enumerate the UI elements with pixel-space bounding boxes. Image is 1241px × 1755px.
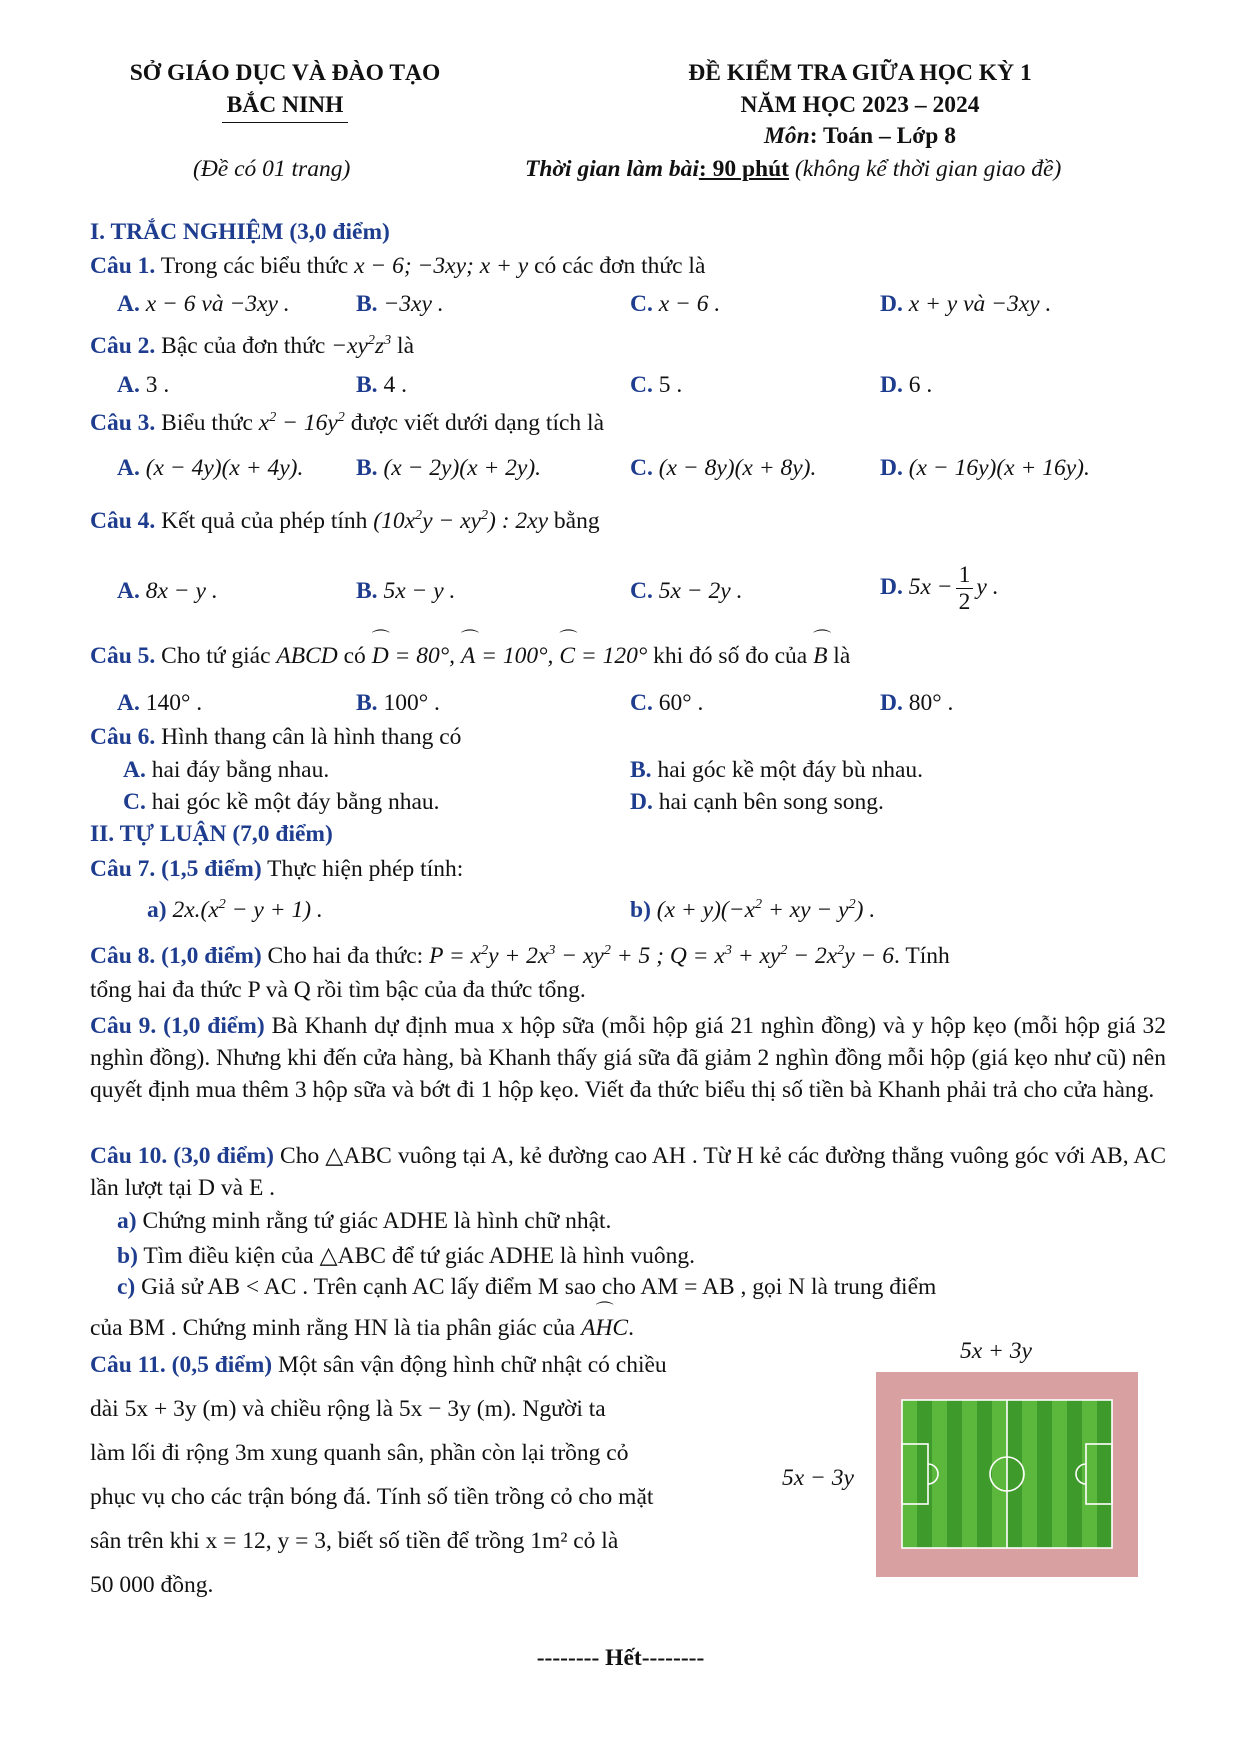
q2-letter-d: D. bbox=[880, 372, 903, 398]
section1-title: I. TRẮC NGHIỆM (3,0 điểm) bbox=[90, 219, 390, 245]
q6-letter-c: C. bbox=[123, 789, 146, 815]
q10-text: Cho △ABC vuông tại A, kẻ đường cao AH . Từ H kẻ các đường thẳng vuông góc với AB, AC lần lượt tại D và E . bbox=[90, 1143, 1167, 1201]
q2-letter-b: B. bbox=[356, 372, 378, 398]
q4-tail: bằng bbox=[553, 508, 600, 534]
q5-angles: ⌒ D = 80°, ⌒ A = 100°, ⌒ C = 120° bbox=[372, 643, 648, 669]
q6-stem bbox=[90, 724, 461, 751]
q10-a-text: Chứng minh rằng tứ giác ADHE là hình chữ nhật. bbox=[142, 1208, 612, 1234]
q4-option-d-prefix: 5x − bbox=[908, 573, 953, 600]
q8-label: Câu 8. (1,0 điểm) bbox=[90, 943, 262, 969]
q1-option-c-text: x − 6 . bbox=[658, 291, 721, 317]
q5-text: Cho tứ giác bbox=[161, 643, 271, 669]
q4-letter-d: D. bbox=[880, 573, 903, 600]
q5-option-d-text: 80° . bbox=[908, 690, 954, 716]
q5-letter-b: B. bbox=[356, 690, 378, 716]
q4-option-d[interactable] bbox=[880, 562, 999, 615]
q6-text: Hình thang cân là hình thang có bbox=[161, 724, 462, 750]
q1-label: Câu 1. bbox=[90, 253, 156, 279]
q3-option-d[interactable] bbox=[880, 455, 1090, 482]
stadium-figure bbox=[876, 1372, 1138, 1577]
q8-polynomials: $P = x^2y + 2x^3 - xy^2 + 5$ ; $Q = x^3 + xy^2 - 2x^2y - 6$ bbox=[429, 942, 895, 969]
q5-label: Câu 5. bbox=[90, 643, 156, 669]
q1-letter-d: D. bbox=[880, 291, 903, 317]
q4-letter-c: C. bbox=[630, 578, 653, 604]
q7-part-a: a) $2x.(x^2 - y + 1)$ . bbox=[147, 896, 323, 923]
section2-title: II. TỰ LUẬN (7,0 điểm) bbox=[90, 821, 333, 847]
q7-label: Câu 7. (1,5 điểm) bbox=[90, 856, 262, 882]
q5-option-d[interactable] bbox=[880, 690, 953, 717]
q8-stem bbox=[90, 943, 950, 970]
q7-part-b: b) $(x + y)(-x^2$ + xy − $y^2$) . bbox=[630, 896, 876, 923]
q5-stem: Câu 5. Cho tứ giác ABCD có ⌒ D = 80°, ⌒ A = 100°, ⌒ C = 120° khi đó số đo của ⌒ B là bbox=[90, 643, 850, 670]
q2-stem bbox=[90, 333, 414, 360]
q6-option-a-text: hai đáy bằng nhau. bbox=[151, 757, 330, 783]
q11-label: Câu 11. (0,5 điểm) bbox=[90, 1352, 273, 1378]
q5-shape: ABCD bbox=[276, 643, 338, 669]
q3-option-b[interactable] bbox=[356, 455, 541, 482]
q7-b-label: b) bbox=[630, 897, 651, 923]
q11-line2: dài 5x + 3y (m) và chiều rộng là 5x − 3y (m). Người ta bbox=[90, 1396, 606, 1422]
q11-line4: phục vụ cho các trận bóng đá. Tính số tiền trồng cỏ cho mặt bbox=[90, 1484, 654, 1510]
q4-text: Kết quả của phép tính bbox=[161, 508, 368, 534]
q6-letter-d: D. bbox=[630, 789, 653, 815]
q10-part-c bbox=[117, 1274, 936, 1301]
q9-label: Câu 9. (1,0 điểm) bbox=[90, 1013, 265, 1039]
q11-line5: sân trên khi x = 12, y = 3, biết số tiền để trồng 1m² cỏ là bbox=[90, 1528, 619, 1554]
q4-option-c-text: 5x − 2y . bbox=[658, 578, 743, 604]
header-subject bbox=[600, 123, 1120, 150]
q4-letter-a: A. bbox=[117, 578, 140, 604]
figure-width-label: 5x − 3y bbox=[782, 1465, 854, 1491]
header-exam-title: ĐỀ KIỂM TRA GIỮA HỌC KỲ 1 bbox=[688, 60, 1032, 86]
q3-letter-b: B. bbox=[356, 455, 378, 481]
q10-c-end: . bbox=[628, 1315, 634, 1341]
q4-stem bbox=[90, 508, 600, 535]
fraction-denominator: 2 bbox=[958, 589, 971, 615]
q6-option-b[interactable] bbox=[630, 757, 923, 784]
pages-note: (Đề có 01 trang) bbox=[193, 156, 351, 182]
q2-option-d-text: 6 . bbox=[908, 372, 933, 398]
q8-line2: tổng hai đa thức P và Q rồi tìm bậc của đa thức tổng. bbox=[90, 977, 586, 1003]
q10-a-label: a) bbox=[117, 1208, 137, 1234]
q1-letter-a: A. bbox=[117, 291, 140, 317]
q6-option-d-text: hai cạnh bên song song. bbox=[658, 789, 884, 815]
q9-paragraph bbox=[90, 1010, 1166, 1106]
q1-option-c[interactable] bbox=[630, 291, 720, 318]
fraction-numerator: 1 bbox=[956, 562, 974, 589]
q5-letter-c: C. bbox=[630, 690, 653, 716]
q2-option-b-text: 4 . bbox=[383, 372, 407, 398]
q3-label: Câu 3. bbox=[90, 410, 156, 436]
q2-option-a[interactable] bbox=[117, 372, 169, 399]
q2-expr: $-xy^2z^3$ bbox=[331, 332, 392, 359]
q1-option-b[interactable] bbox=[356, 291, 444, 318]
q1-option-b-text: −3xy . bbox=[383, 291, 444, 317]
q11-line3: làm lối đi rộng 3m xung quanh sân, phần còn lại trồng cỏ bbox=[90, 1440, 629, 1466]
q2-tail: là bbox=[397, 333, 415, 359]
q1-text: Trong các biểu thức bbox=[160, 253, 349, 279]
q5-option-b-text: 100° . bbox=[383, 690, 440, 716]
q2-letter-c: C. bbox=[630, 372, 653, 398]
q3-letter-a: A. bbox=[117, 455, 140, 481]
header-school-year: NĂM HỌC 2023 – 2024 bbox=[740, 92, 980, 118]
q8-text-end: . Tính bbox=[894, 943, 950, 969]
header-divider bbox=[222, 122, 348, 123]
q5-angle-b: ⌒ B bbox=[813, 643, 827, 670]
q2-label: Câu 2. bbox=[90, 333, 156, 359]
q3-option-a[interactable] bbox=[117, 455, 303, 482]
q4-letter-b: B. bbox=[356, 578, 378, 604]
q3-expr: $x^2 - 16y^2$ bbox=[258, 409, 345, 436]
subject-value: : Toán – Lớp 8 bbox=[809, 123, 956, 149]
q5-option-c[interactable] bbox=[630, 690, 703, 717]
q10-b-label: b) bbox=[117, 1243, 138, 1269]
q10-part-b bbox=[117, 1241, 695, 1270]
time-value: : 90 phút bbox=[698, 156, 789, 182]
q3-letter-c: C. bbox=[630, 455, 653, 481]
q2-option-b[interactable] bbox=[356, 372, 407, 399]
figure-length-label: 5x + 3y bbox=[960, 1338, 1032, 1364]
q9-text: Bà Khanh dự định mua x hộp sữa (mỗi hộp giá 21 nghìn đồng) và y hộp kẹo (mỗi hộp giá 32 nghìn đồng). Nhưng khi đến cửa hàng, bà Khanh thấy giá sữa đã giảm 2 nghìn đồng mỗi hộp (giá kẹo như cũ) nên quyết định mua thêm 3 hộp sữa và bớt đi 1 hộp kẹo. Viết đa thức biểu thị số tiền bà Khanh phải trả cho cửa hàng. bbox=[90, 1013, 1167, 1103]
q3-tail: được viết dưới dạng tích là bbox=[350, 410, 604, 436]
q6-option-c-text: hai góc kề một đáy bằng nhau. bbox=[151, 789, 440, 815]
q1-option-d-text: x + y và −3xy . bbox=[908, 291, 1052, 317]
q2-text: Bậc của đơn thức bbox=[161, 333, 326, 359]
q3-stem bbox=[90, 410, 604, 437]
q1-option-d[interactable] bbox=[880, 291, 1051, 318]
q10-part-a bbox=[117, 1208, 611, 1235]
q8-text: Cho hai đa thức: bbox=[267, 943, 424, 969]
q10-paragraph bbox=[90, 1140, 1166, 1204]
q5-option-c-text: 60° . bbox=[658, 690, 704, 716]
end-marker: -------- Hết-------- bbox=[536, 1645, 705, 1671]
q4-option-b-text: 5x − y . bbox=[383, 578, 456, 604]
q3-option-c[interactable] bbox=[630, 455, 816, 482]
q4-label: Câu 4. bbox=[90, 508, 156, 534]
q10-c-angle: ⌒ AHC bbox=[581, 1315, 628, 1342]
q7-a-label: a) bbox=[147, 897, 167, 923]
q2-letter-a: A. bbox=[117, 372, 140, 398]
header-province-text: BẮC NINH bbox=[226, 92, 344, 118]
q2-option-a-text: 3 . bbox=[145, 372, 170, 398]
q5-option-a-text: 140° . bbox=[145, 690, 203, 716]
q2-option-c[interactable] bbox=[630, 372, 682, 399]
q2-option-d[interactable] bbox=[880, 372, 932, 399]
q1-option-a[interactable] bbox=[117, 291, 290, 318]
q6-option-d[interactable] bbox=[630, 789, 884, 816]
q2-option-c-text: 5 . bbox=[658, 372, 683, 398]
football-field-icon bbox=[876, 1372, 1138, 1577]
q1-expr: x − 6; −3xy; x + y bbox=[354, 253, 529, 279]
time-info bbox=[525, 156, 1061, 183]
q10-c-text2: của BM . Chứng minh rằng HN là tia phân giác của bbox=[90, 1315, 576, 1341]
q10-label: Câu 10. (3,0 điểm) bbox=[90, 1143, 274, 1169]
q7-text: Thực hiện phép tính: bbox=[267, 856, 464, 882]
q4-option-d-suffix: y . bbox=[976, 573, 999, 600]
q7-stem bbox=[90, 856, 463, 883]
time-note: (không kể thời gian giao đề) bbox=[789, 156, 1062, 182]
q10-c-label: c) bbox=[117, 1274, 136, 1300]
q3-letter-d: D. bbox=[880, 455, 903, 481]
q4-option-a[interactable] bbox=[117, 578, 218, 605]
q10-part-c-line2 bbox=[90, 1315, 634, 1342]
q4-option-d-fraction bbox=[956, 562, 974, 615]
q5-tail: khi đó số đo của bbox=[653, 643, 808, 669]
q11-line1 bbox=[90, 1352, 667, 1379]
q6-letter-a: A. bbox=[123, 757, 146, 783]
q4-option-c[interactable] bbox=[630, 578, 742, 605]
q1-tail: có các đơn thức là bbox=[534, 253, 706, 279]
q1-option-a-text: x − 6 và −3xy . bbox=[145, 291, 290, 317]
q10-b-text: Tìm điều kiện của △ABC để tứ giác ADHE là hình vuông. bbox=[143, 1243, 695, 1269]
q5-letter-d: D. bbox=[880, 690, 903, 716]
q3-text: Biểu thức bbox=[161, 410, 253, 436]
q3-option-c-text: (x − 8y)(x + 8y). bbox=[658, 455, 817, 481]
q5-letter-a: A. bbox=[117, 690, 140, 716]
q6-option-c[interactable] bbox=[123, 789, 440, 816]
q10-c-text: Giả sử AB < AC . Trên cạnh AC lấy điểm M sao cho AM = AB , gọi N là trung điểm bbox=[141, 1274, 937, 1300]
q6-letter-b: B. bbox=[630, 757, 652, 783]
q11-line1-text: Một sân vận động hình chữ nhật có chiều bbox=[278, 1352, 667, 1378]
q3-option-a-text: (x − 4y)(x + 4y). bbox=[145, 455, 304, 481]
q5-end: là bbox=[833, 643, 851, 669]
subject-label: Môn bbox=[764, 123, 810, 149]
q1-stem bbox=[90, 253, 705, 280]
q1-letter-b: B. bbox=[356, 291, 378, 317]
q6-option-b-text: hai góc kề một đáy bù nhau. bbox=[657, 757, 924, 783]
q3-option-d-text: (x − 16y)(x + 16y). bbox=[908, 455, 1090, 481]
q3-option-b-text: (x − 2y)(x + 2y). bbox=[383, 455, 542, 481]
header-department: SỞ GIÁO DỤC VÀ ĐÀO TẠO bbox=[129, 60, 441, 86]
q6-label: Câu 6. bbox=[90, 724, 156, 750]
q1-letter-c: C. bbox=[630, 291, 653, 317]
q11-line6: 50 000 đồng. bbox=[90, 1572, 214, 1598]
time-label: Thời gian làm bài bbox=[525, 156, 699, 182]
q5-option-b[interactable] bbox=[356, 690, 440, 717]
q4-option-b[interactable] bbox=[356, 578, 455, 605]
q6-option-a[interactable] bbox=[123, 757, 329, 784]
q4-expr: $(10x^2y - xy^2)$ : 2xy bbox=[373, 507, 549, 534]
header-province bbox=[90, 92, 480, 119]
q4-option-a-text: 8x − y . bbox=[145, 578, 218, 604]
q5-option-a[interactable] bbox=[117, 690, 202, 717]
